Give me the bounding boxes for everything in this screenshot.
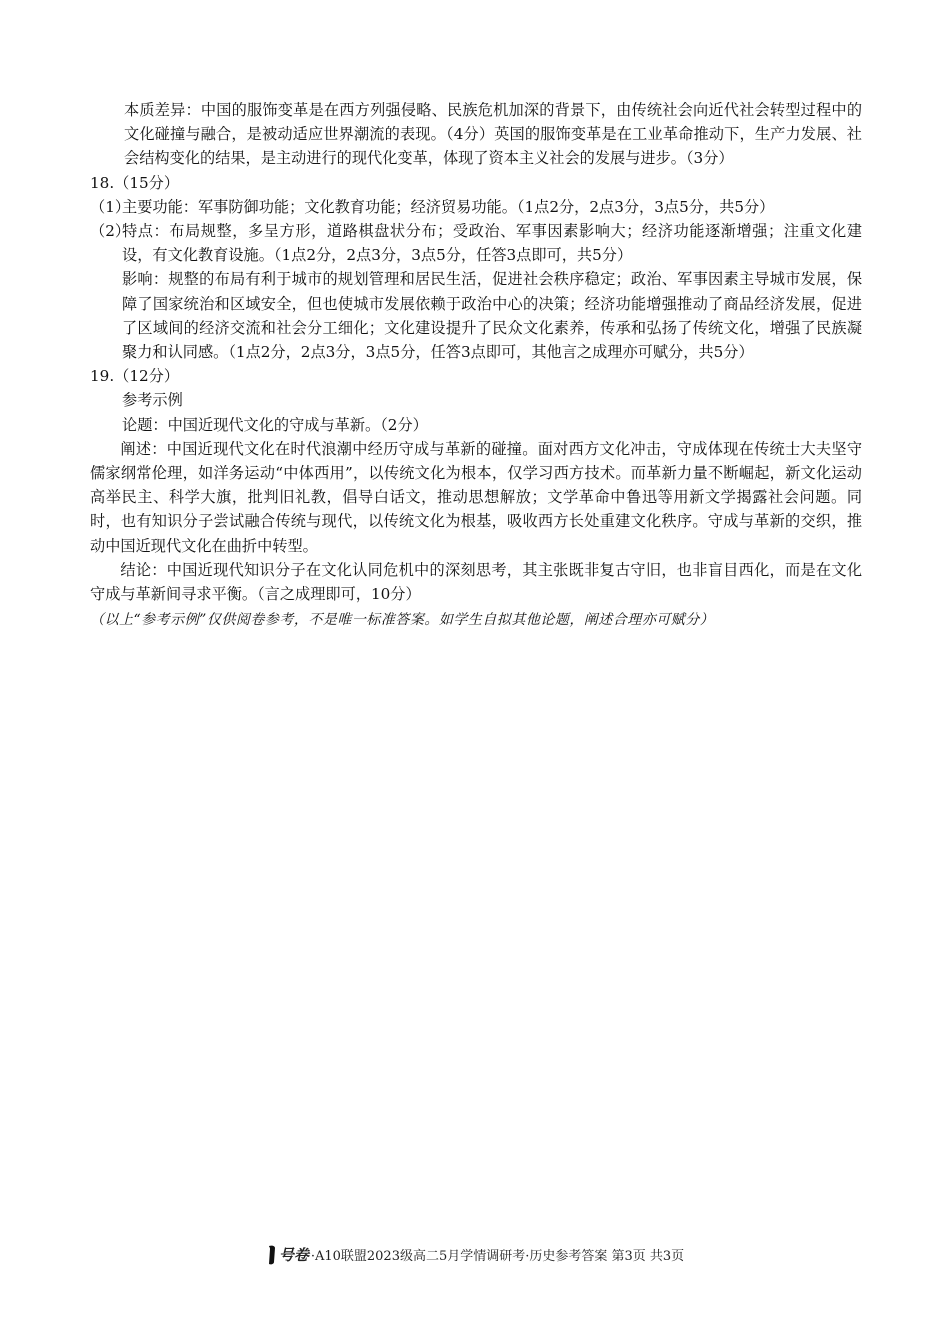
question-19-heading: 19.（12分） — [90, 367, 180, 386]
reference-note: （以上“参考示例”仅供阅卷参考，不是唯一标准答案。如学生自拟其他论题，阐述合理亦可赋分） — [90, 612, 715, 629]
part-2-impact: 影响：规整的布局有利于城市的规划管理和居民生活，促进社会秩序稳定；政治、军事因素主导城市发展，保障了国家统治和区域安全，但也使城市发展依赖于政治中心的决策；经济功能增强推动了商品经济发展，促进了区域间的经济交流和社会分工细化；文化建设提升了民众文化素养，传承和弘扬了传统文化，增强了民族凝聚力和认同感。（1点2分，2点3分，3点5分，任答3点即可，其他言之成理亦可赋分，共5分） — [122, 270, 862, 362]
question-18-part-1 — [90, 195, 862, 219]
question-18-part-2 — [90, 219, 862, 267]
part-2-label: （2） — [90, 222, 131, 241]
reference-example-label: 参考示例 — [122, 391, 183, 410]
essential-difference-paragraph: 本质差异：中国的服饰变革是在西方列强侵略、民族危机加深的背景下，由传统社会向近代社会转型过程中的文化碰撞与融合，是被动适应世界潮流的表现。（4分）英国的服饰变革是在工业革命推动下，生产力发展、社会结构变化的结果，是主动进行的现代化变革，体现了资本主义社会的发展与进步。（3分） — [124, 101, 862, 168]
question-18-heading: 18.（15分） — [90, 173, 180, 192]
page-footer — [0, 1244, 950, 1265]
topic-line: 论题：中国近现代文化的守成与革新。（2分） — [122, 415, 428, 434]
part-1-label: （1） — [90, 197, 131, 216]
conclusion-paragraph: 结论：中国近现代知识分子在文化认同危机中的深刻思考，其主张既非复古守旧，也非盲目西化，而是在文化守成与革新间寻求平衡。（言之成理即可，10分） — [90, 560, 862, 604]
footer-text: ·A10联盟2023级高二5月学情调研考·历史参考答案 第3页 共3页 — [310, 1249, 685, 1264]
part-1-answer: 主要功能：军事防御功能；文化教育功能；经济贸易功能。（1点2分，2点3分，3点5分，共5分） — [122, 197, 775, 216]
argument-paragraph: 阐述：中国近现代文化在时代浪潮中经历守成与革新的碰撞。面对西方文化冲击，守成体现在传统士大夫坚守儒家纲常伦理，如洋务运动“中体西用”，以传统文化为根本，仅学习西方技术。而革新力量不断崛起，新文化运动高举民主、科学大旗，批判旧礼教，倡导白话文，推动思想解放；文学革命中鲁迅等用新文学揭露社会问题。同时，也有知识分子尝试融合传统与现代，以传统文化为根基，吸收西方长处重建文化秩序。守成与革新的交织，推动中国近现代文化在曲折中转型。 — [90, 439, 862, 555]
answer-content — [90, 98, 862, 632]
publisher-logo — [266, 1244, 309, 1265]
brush-stroke-icon — [266, 1245, 278, 1265]
question-18-part-2-impact — [90, 267, 862, 364]
logo-text: 号卷 — [278, 1246, 309, 1264]
part-2-features: 特点：布局规整，多呈方形，道路棋盘状分布；受政治、军事因素影响大；经济功能逐渐增强；注重文化建设，有文化教育设施。（1点2分，2点3分，3点5分，任答3点即可，共5分） — [122, 222, 862, 265]
